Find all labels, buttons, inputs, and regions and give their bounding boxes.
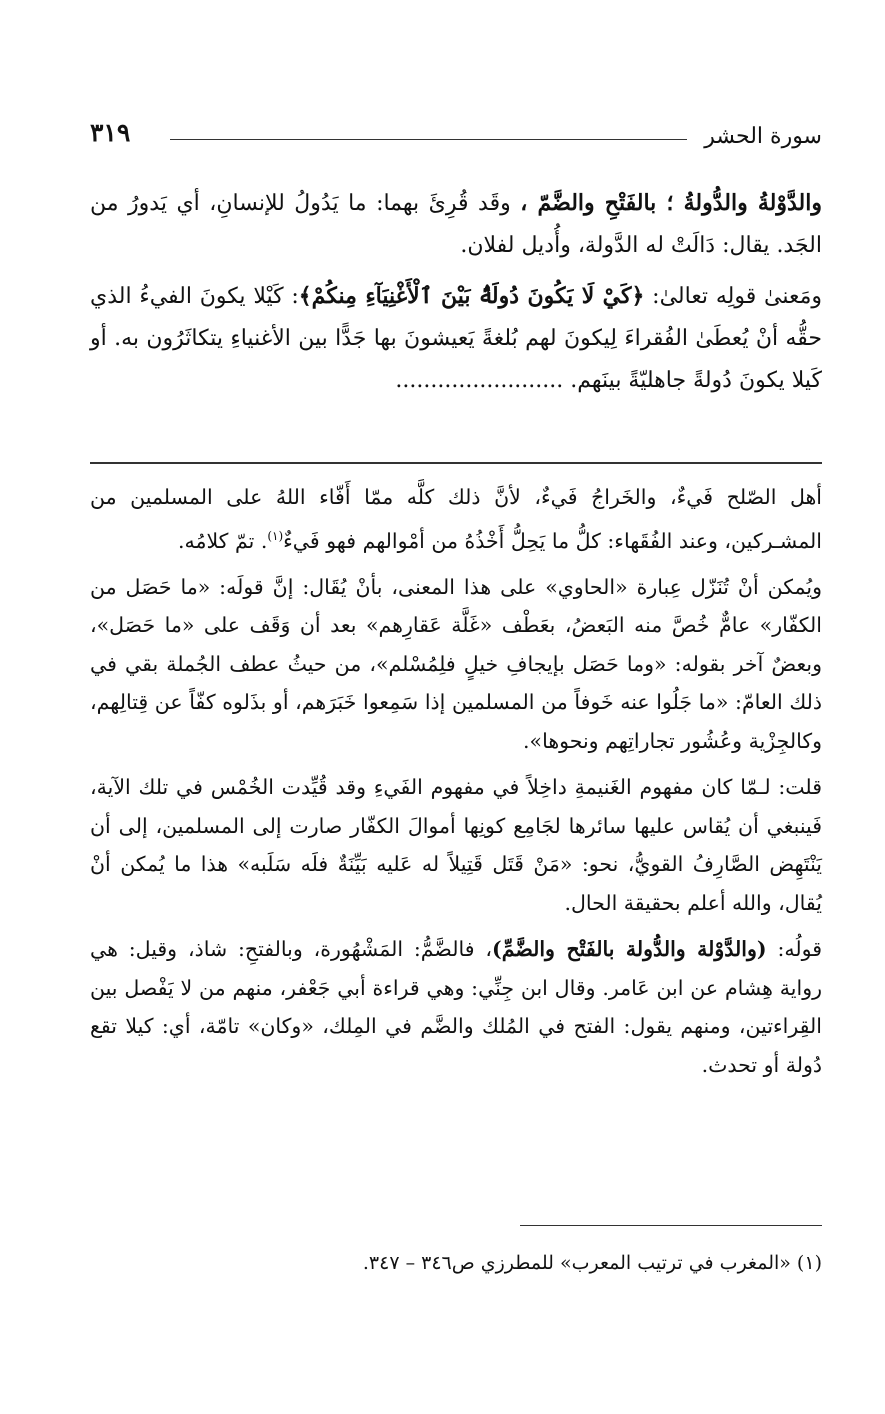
main-text <box>90 182 822 402</box>
header-rule <box>170 139 687 140</box>
main-paragraph-2 <box>90 275 822 402</box>
quoted-headword: (والدَّوْلة والدُّولة بالفَتْح والضَّمِّ) <box>492 937 767 962</box>
footnote-marker: (١) <box>267 528 284 543</box>
ellipsis-dots: ........................ <box>395 368 571 393</box>
commentary-paragraph-1-text: أهل الصّلح فَيءٌ، والخَراجُ فَيءٌ، لأنَّ ذلك كلَّه ممّا أَفّاء اللهُ على المسلمين من المشـركين، وعند الفُقَهاء: كلُّ ما يَحِلُّ أَخْذُهُ من أمْوالهم فهو فَيءٌ <box>90 485 822 553</box>
main-paragraph-1-text: وقَد قُرِئَ بهما: ما يَدُولُ للإنسانِ، أي يَدورُ من الجَد. يقال: دَالَتْ له الدَّولة، وأُديل لفلان. <box>90 191 822 258</box>
page-number: ٣١٩ <box>90 118 131 147</box>
main-paragraph-2-text: : كَيْلا يكونَ الفيءُ الذي حقُّه أنْ يُعطَىٰ الفُقراءَ لِيكونَ لهم بُلغةً يَعيشونَ بها جَدًّا بين الأغنياءِ يتكاثَرُون به. أو كَيلا يكونَ دُولةً جاهليّةً بينَهم. <box>90 284 822 393</box>
footnote-divider <box>520 1225 822 1226</box>
commentary-paragraph-1-end: . تمّ كلامُه. <box>177 528 268 553</box>
commentary-paragraph-4-lead: قولُه: <box>766 937 822 962</box>
main-paragraph-1 <box>90 182 822 267</box>
section-divider <box>90 462 822 464</box>
main-paragraph-2-lead: ومَعنىٰ قولِه تعالىٰ: <box>644 284 822 309</box>
commentary-paragraph-4-text: ، فالضَّمُّ: المَشْهُورة، وبالفتحِ: شاذ، وقيل: هي رواية هِشام عن ابن عَامر. وقال ابن جِنِّي: وهي قراءة أبي جَعْفر، منهم من لا يَفْصل بين القِراءتين، ومنهم يقول: الفتح في المُلك والضَّم في المِلك، «وكان» تامّة، أي: كيلا تقع دُولة أو تحدث. <box>90 937 822 1077</box>
commentary-paragraph-3: قلت: لـمّا كان مفهوم الغَنيمةِ داخِلاً في مفهوم الفَيءِ وقد قُيِّدت الخُمْس في تلك الآية، فَينبغي أن يُقاس عليها سائرها لجَامِع كونِها أموالَ الكفّار صارت إلى المسلمين، إلى أن يَنْتَهِض الصَّارِفُ القويُّ، نحو: «مَنْ قَتَل قَتِيلاً له عَليه بَيِّنَةٌ فلَه سَلَبه» هذا ما يُمكن أنْ يُقال، والله أعلم بحقيقة الحال. <box>90 775 823 915</box>
footnote-text: (١) «المغرب في ترتيب المعرب» للمطرزي ص٣٤٦ – ٣٤٧. <box>362 1252 822 1274</box>
headword: والدَّوْلةُ والدُّولةُ ؛ بالفَتْحِ والضَّمّ ، <box>520 190 823 216</box>
commentary-paragraph-2: ويُمكن أنْ تُنَزّل عِبارة «الحاوي» على هذا المعنى، بأنْ يُقَال: إنَّ قولَه: «ما حَصَل من الكفّار» عامٌّ خُصَّ منه البَعضُ، بعَطْف «غَلَّة عَقارِهم» بعد أن وَقَف على «ما حَصَل»، وبعضٌ آخر بقوله: «وما حَصَل بإيجافِ خيلٍ فلِمُسْلم»، من حيثُ عطف الجُملة بقي في ذلك العامّ: «ما جَلُوا عنه خَوفاً من المسلمين إذا سَمِعوا خَبَرَهم، أو بذَلوه كفّاً عن قِتالِهم، وكالجِزْية وعُشُور تجاراتِهم ونحوها». <box>90 574 822 753</box>
quran-verse: ﴿كَيْ لَا يَكُونَ دُولَةًۢ بَيْنَ ٱلْأَغْنِيَآءِ مِنكُمْ﴾ <box>298 283 645 309</box>
footnote <box>90 1248 822 1278</box>
commentary-paragraph-4 <box>90 930 822 1084</box>
surah-title: سورة الحشر <box>704 124 822 149</box>
page-header <box>90 118 822 158</box>
commentary-text <box>90 478 822 1092</box>
commentary-paragraph-1 <box>90 478 822 560</box>
